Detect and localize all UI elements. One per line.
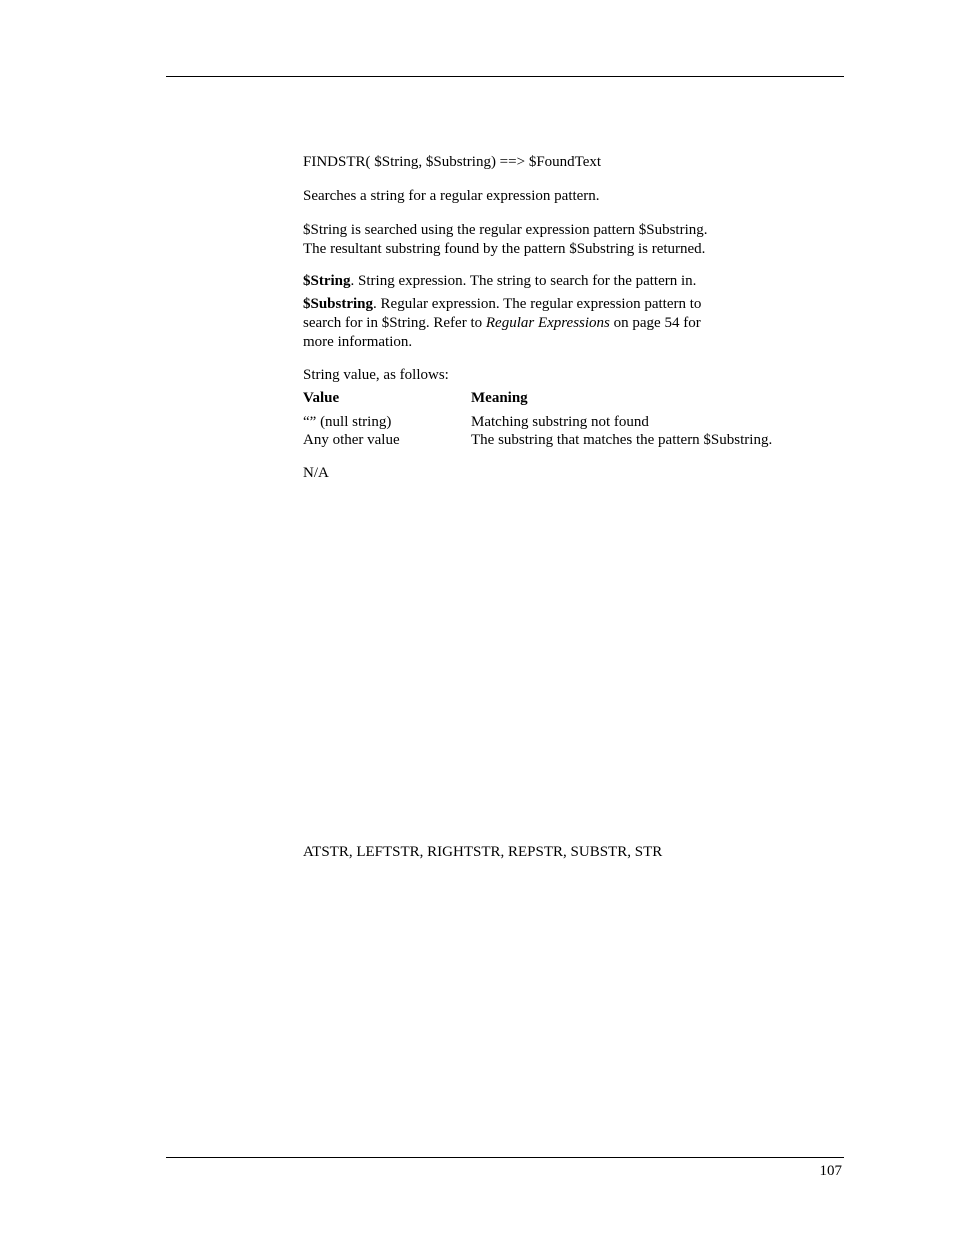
returns-row-2-value: Any other value	[303, 432, 400, 448]
param-substring-line2-pre: search for in $String. Refer to	[303, 315, 486, 331]
summary-text: Searches a string for a regular expression pattern.	[303, 188, 600, 204]
param-string-text: . String expression. The string to search for the pattern in.	[350, 273, 697, 289]
errors-text: N/A	[303, 465, 329, 481]
param-string-name: $String	[303, 273, 351, 289]
description-line-1: $String is searched using the regular expression pattern $Substring.	[303, 222, 708, 238]
see-also-text: ATSTR, LEFTSTR, RIGHTSTR, REPSTR, SUBSTR, STR	[303, 844, 663, 860]
returns-header-meaning: Meaning	[471, 390, 528, 406]
syntax-line: FINDSTR( $String, $Substring) ==> $FoundText	[303, 154, 602, 170]
returns-row-2-meaning: The substring that matches the pattern $Substring.	[471, 432, 773, 448]
param-substring-line-1	[303, 295, 701, 314]
param-substring-line-3: more information.	[303, 334, 413, 350]
returns-row-1-meaning: Matching substring not found	[471, 414, 649, 430]
returns-header-value: Value	[303, 390, 340, 406]
page-number: 107	[819, 1163, 842, 1179]
param-substring-line-2	[303, 314, 701, 333]
description-line-2: The resultant substring found by the pattern $Substring is returned.	[303, 241, 706, 257]
header-rule	[166, 76, 844, 77]
returns-row-1-value: “” (null string)	[303, 414, 392, 430]
param-substring-text: . Regular expression. The regular expression pattern to	[373, 296, 702, 312]
param-substring-name: $Substring	[303, 296, 374, 312]
regular-expressions-link[interactable]: Regular Expressions	[485, 315, 610, 331]
footer-rule	[166, 1157, 844, 1158]
param-string	[303, 272, 696, 291]
returns-intro: String value, as follows:	[303, 367, 449, 383]
param-substring-line2-post: on page 54 for	[609, 315, 701, 331]
